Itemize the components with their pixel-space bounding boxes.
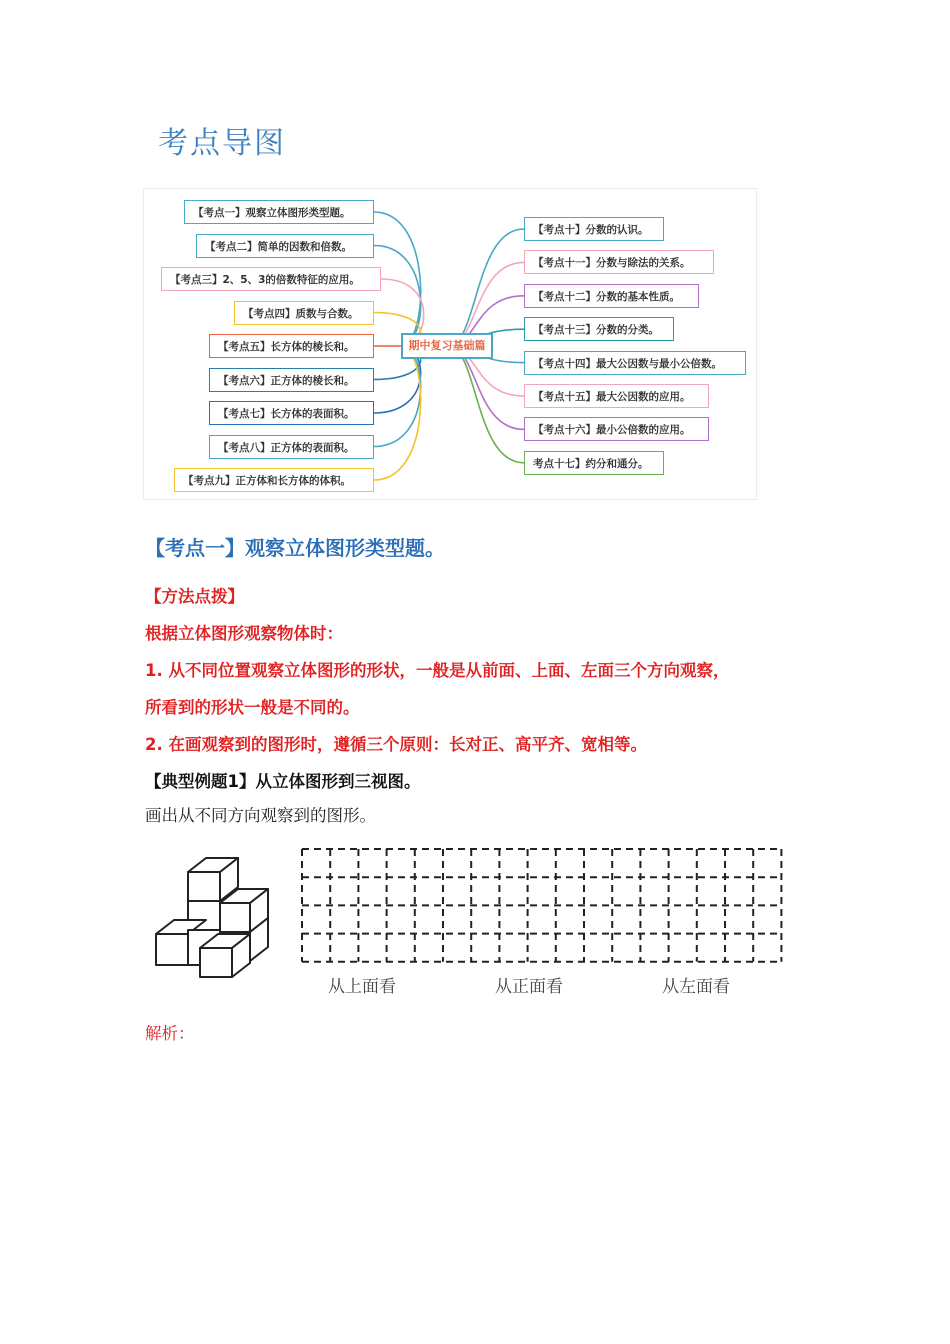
example-prompt: 画出从不同方向观察到的图形。 bbox=[145, 806, 376, 825]
mind-map bbox=[143, 188, 757, 500]
mind-map-node-left: 【考点七】长方体的表面积。 bbox=[209, 401, 374, 425]
mind-map-node-left: 【考点三】2、5、3的倍数特征的应用。 bbox=[161, 267, 381, 291]
mind-map-node-left: 【考点五】长方体的棱长和。 bbox=[209, 334, 374, 358]
mind-map-node-left: 【考点一】观察立体图形类型题。 bbox=[184, 200, 374, 224]
cube-stack-figure bbox=[150, 855, 275, 983]
mind-map-center-node: 期中复习基础篇 bbox=[401, 333, 493, 359]
example-title: 【典型例题1】从立体图形到三视图。 bbox=[145, 772, 421, 791]
analysis-label: 解析： bbox=[145, 1024, 195, 1043]
method-point-1-line-2: 所看到的形状一般是不同的。 bbox=[145, 698, 360, 717]
mind-map-node-right: 【考点十五】最大公因数的应用。 bbox=[524, 384, 709, 408]
mind-map-node-right: 考点十七】约分和通分。 bbox=[524, 451, 664, 475]
mind-map-node-left: 【考点六】正方体的棱长和。 bbox=[209, 368, 374, 392]
mind-map-node-right: 【考点十六】最小公倍数的应用。 bbox=[524, 417, 709, 441]
method-point-1-line-1: 1. 从不同位置观察立体图形的形状，一般是从前面、上面、左面三个方向观察， bbox=[145, 661, 730, 680]
section-title: 【考点一】观察立体图形类型题。 bbox=[145, 536, 445, 560]
method-heading: 【方法点拨】 bbox=[145, 587, 244, 606]
mind-map-node-left: 【考点二】简单的因数和倍数。 bbox=[196, 234, 374, 258]
mind-map-node-right: 【考点十三】分数的分类。 bbox=[524, 317, 674, 341]
view-label-top: 从上面看 bbox=[328, 977, 396, 997]
view-label-left: 从左面看 bbox=[662, 977, 730, 997]
mind-map-connector bbox=[374, 246, 421, 347]
mind-map-node-left: 【考点九】正方体和长方体的体积。 bbox=[174, 468, 374, 492]
mind-map-node-right: 【考点十二】分数的基本性质。 bbox=[524, 284, 699, 308]
method-point-2: 2. 在画观察到的图形时，遵循三个原则：长对正、高平齐、宽相等。 bbox=[145, 735, 647, 754]
mind-map-node-left: 【考点八】正方体的表面积。 bbox=[209, 435, 374, 459]
dashed-drawing-grid bbox=[300, 845, 790, 970]
mind-map-node-left: 【考点四】质数与合数。 bbox=[234, 301, 374, 325]
view-label-front: 从正面看 bbox=[495, 977, 563, 997]
mind-map-node-right: 【考点十】分数的认识。 bbox=[524, 217, 664, 241]
method-intro: 根据立体图形观察物体时： bbox=[145, 624, 343, 643]
page-title: 考点导图 bbox=[158, 126, 286, 161]
mind-map-node-right: 【考点十四】最大公因数与最小公倍数。 bbox=[524, 351, 746, 375]
mind-map-node-right: 【考点十一】分数与除法的关系。 bbox=[524, 250, 714, 274]
